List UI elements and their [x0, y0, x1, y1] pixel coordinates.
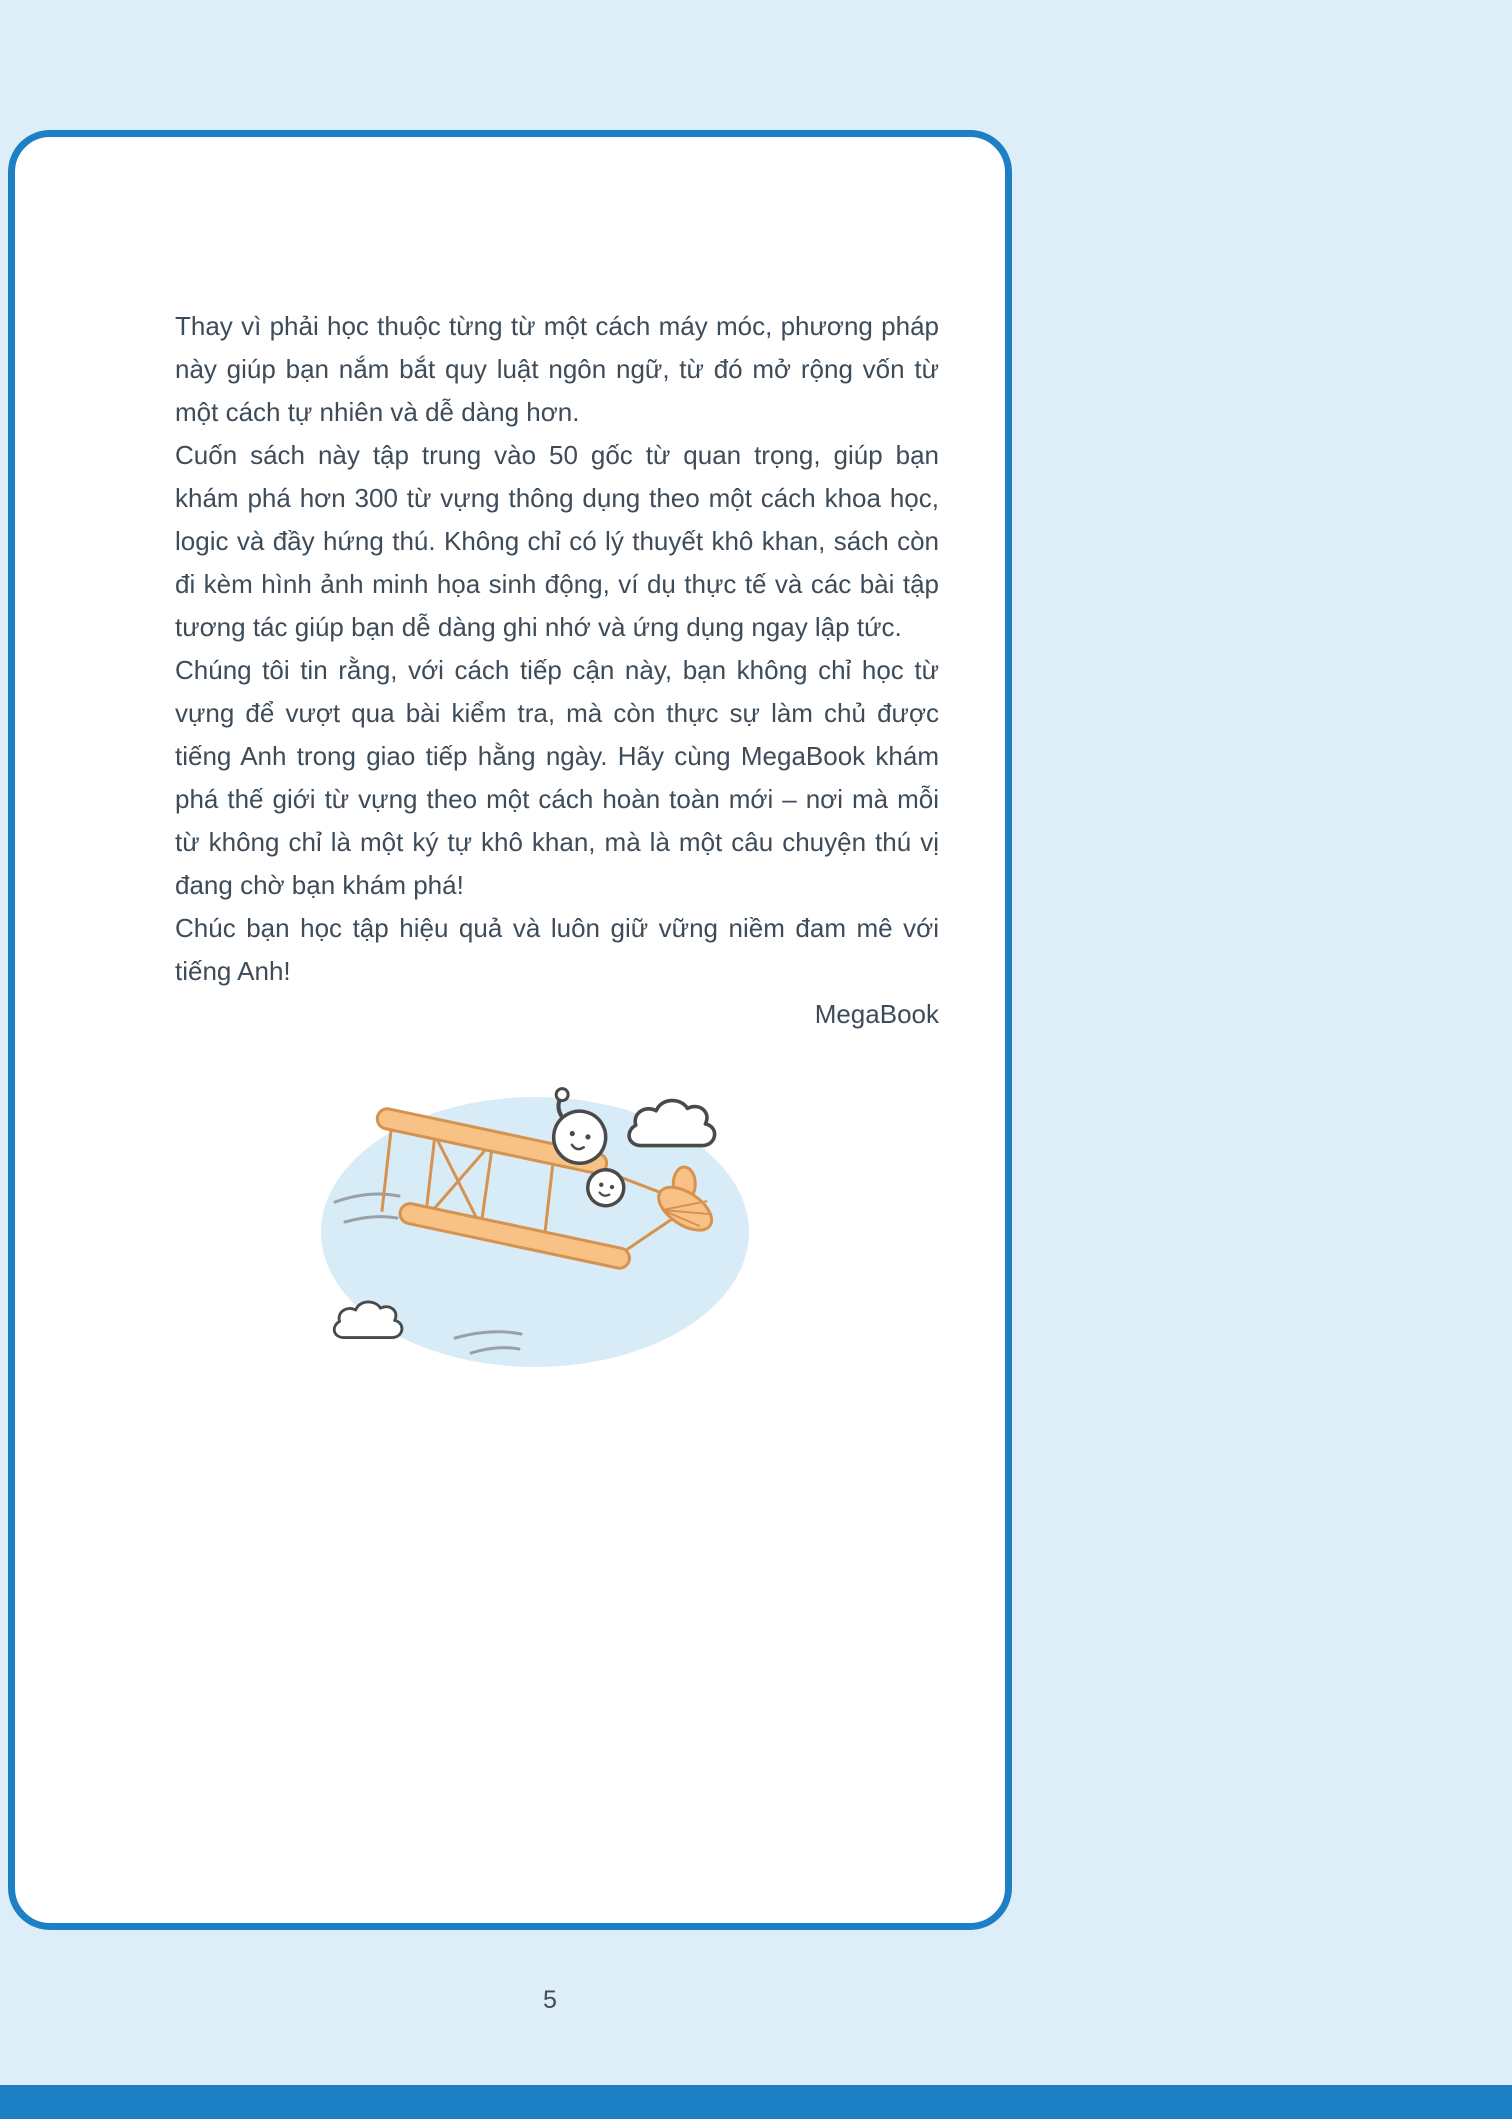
cloud-bottom-left-icon [334, 1302, 402, 1338]
biplane-illustration-svg [305, 1082, 765, 1382]
biplane-illustration [305, 1082, 765, 1382]
cloud-top-right-icon [629, 1101, 715, 1146]
paragraph-3: Chúng tôi tin rằng, với cách tiếp cận này, bạn không chỉ học từ vựng để vượt qua bài kiểm tra, mà còn thực sự làm chủ được tiếng Anh trong giao tiếp hằng ngày. Hãy cùng MegaBook khám phá thế giới từ vựng theo một cách hoàn toàn mới – nơi mà mỗi từ không chỉ là một ký tự khô khan, mà là một câu chuyện thú vị đang chờ bạn khám phá! [175, 655, 939, 900]
paragraph-1: Thay vì phải học thuộc từng từ một cách máy móc, phương pháp này giúp bạn nắm bắt quy luật ngôn ngữ, từ đó mở rộng vốn từ một cách tự nhiên và dễ dàng hơn. [175, 311, 939, 427]
content-card [8, 130, 1012, 1930]
preface-text [175, 305, 939, 1036]
signature: MegaBook [814, 999, 939, 1029]
page-number: 5 [543, 1986, 557, 2014]
paragraph-2: Cuốn sách này tập trung vào 50 gốc từ quan trọng, giúp bạn khám phá hơn 300 từ vựng thông dụng theo một cách khoa học, logic và đầy hứng thú. Không chỉ có lý thuyết khô khan, sách còn đi kèm hình ảnh minh họa sinh động, ví dụ thực tế và các bài tập tương tác giúp bạn dễ dàng ghi nhớ và ứng dụng ngay lập tức. [175, 440, 939, 642]
paragraph-4: Chúc bạn học tập hiệu quả và luôn giữ vững niềm đam mê với tiếng Anh! [175, 913, 939, 986]
bottom-edge-bar [0, 2085, 1512, 2119]
